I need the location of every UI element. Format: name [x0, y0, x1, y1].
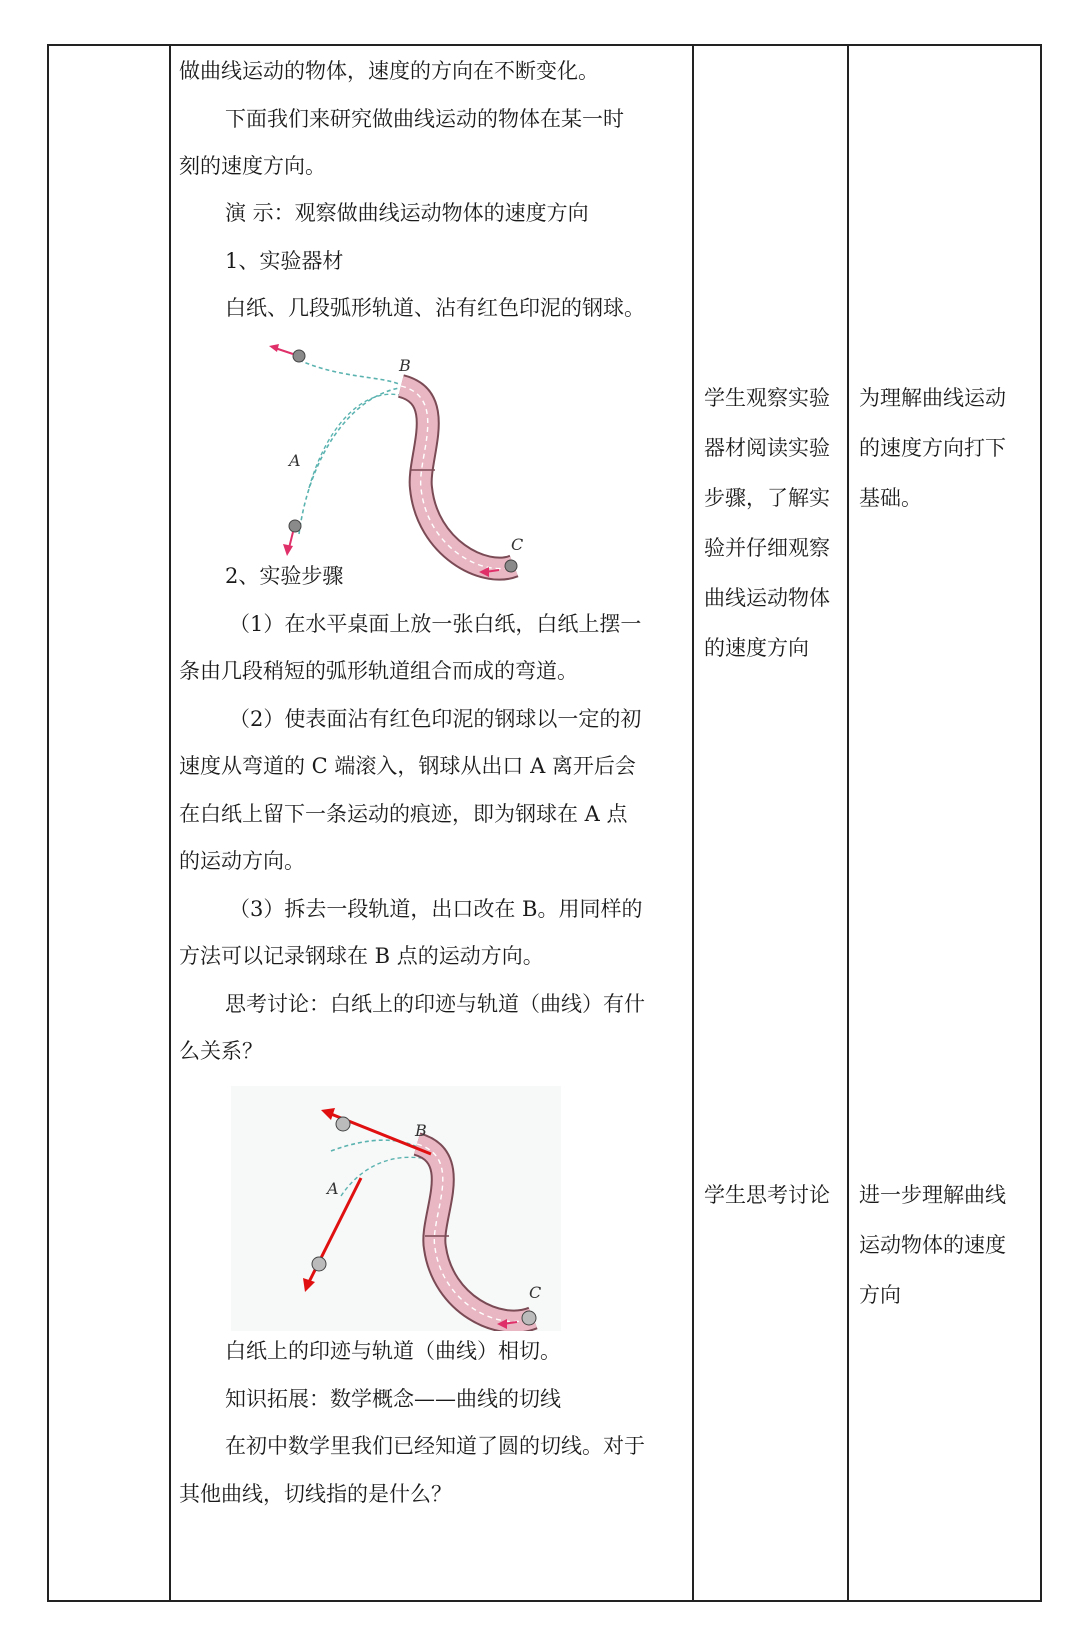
text-line: 其他曲线，切线指的是什么？ — [179, 1482, 452, 1506]
text-line: 速度从弯道的 C 端滚入，钢球从出口 A 离开后会 — [179, 754, 636, 778]
track-figure-2 — [231, 1086, 561, 1331]
text-line: 做曲线运动的物体，速度的方向在不断变化。 — [179, 59, 599, 83]
text-line: 方法可以记录钢球在 B 点的运动方向。 — [179, 944, 544, 968]
text-line: 思考讨论：白纸上的印迹与轨道（曲线）有什 — [225, 992, 645, 1016]
text-line: 么关系？ — [179, 1039, 263, 1063]
text-line: 条由几段稍短的弧形轨道组合而成的弯道。 — [179, 659, 578, 683]
text-line: 知识拓展：数学概念——曲线的切线 — [225, 1387, 561, 1411]
text-line: 的运动方向。 — [179, 849, 305, 873]
point-label-c: C — [529, 1283, 542, 1302]
column-divider — [692, 46, 694, 1600]
text-line: 的速度方向打下 — [859, 436, 1006, 460]
text-line: 学生观察实验 — [704, 386, 830, 410]
text-line: 验并仔细观察 — [704, 536, 830, 560]
text-line: 运动物体的速度 — [859, 1233, 1006, 1257]
text-line: 在白纸上留下一条运动的痕迹，即为钢球在 A 点 — [179, 802, 628, 826]
text-line: 1、实验器材 — [225, 249, 344, 273]
point-label-a: A — [327, 1179, 339, 1198]
text-line: 曲线运动物体 — [704, 586, 830, 610]
text-line: 器材阅读实验 — [704, 436, 830, 460]
text-line: 白纸、几段弧形轨道、沾有红色印泥的钢球。 — [225, 296, 645, 320]
student-activity-1 — [704, 373, 854, 673]
design-intent-2 — [859, 1170, 1029, 1320]
text-line: 在初中数学里我们已经知道了圆的切线。对于 — [225, 1434, 645, 1458]
point-label-c: C — [511, 535, 524, 554]
text-line: 步骤，了解实 — [704, 486, 830, 510]
text-line: 为理解曲线运动 — [859, 386, 1006, 410]
text-line: （2）使表面沾有红色印泥的钢球以一定的初 — [229, 707, 642, 731]
column-divider — [847, 46, 849, 1600]
point-label-b: B — [399, 356, 411, 375]
column-divider — [169, 46, 171, 1600]
student-activity-2 — [704, 1170, 854, 1220]
text-line: 2、实验步骤 — [225, 564, 344, 588]
text-line: 刻的速度方向。 — [179, 154, 326, 178]
text-line: 白纸上的印迹与轨道（曲线）相切。 — [225, 1339, 561, 1363]
text-line: 基础。 — [859, 486, 922, 510]
text-line: 演 示：观察做曲线运动物体的速度方向 — [225, 201, 589, 225]
track-figure-1 — [249, 338, 529, 583]
point-label-b: B — [415, 1121, 427, 1140]
text-line: （1）在水平桌面上放一张白纸，白纸上摆一 — [229, 612, 642, 636]
text-line: 进一步理解曲线 — [859, 1183, 1006, 1207]
text-line: 下面我们来研究做曲线运动的物体在某一时 — [225, 107, 624, 131]
point-label-a: A — [289, 451, 301, 470]
text-line: 方向 — [859, 1283, 901, 1307]
design-intent-1 — [859, 373, 1029, 523]
text-line: 学生思考讨论 — [704, 1183, 830, 1207]
text-line: （3）拆去一段轨道，出口改在 B。用同样的 — [229, 897, 643, 921]
text-line: 的速度方向 — [704, 636, 809, 660]
lesson-table — [47, 44, 1042, 1602]
